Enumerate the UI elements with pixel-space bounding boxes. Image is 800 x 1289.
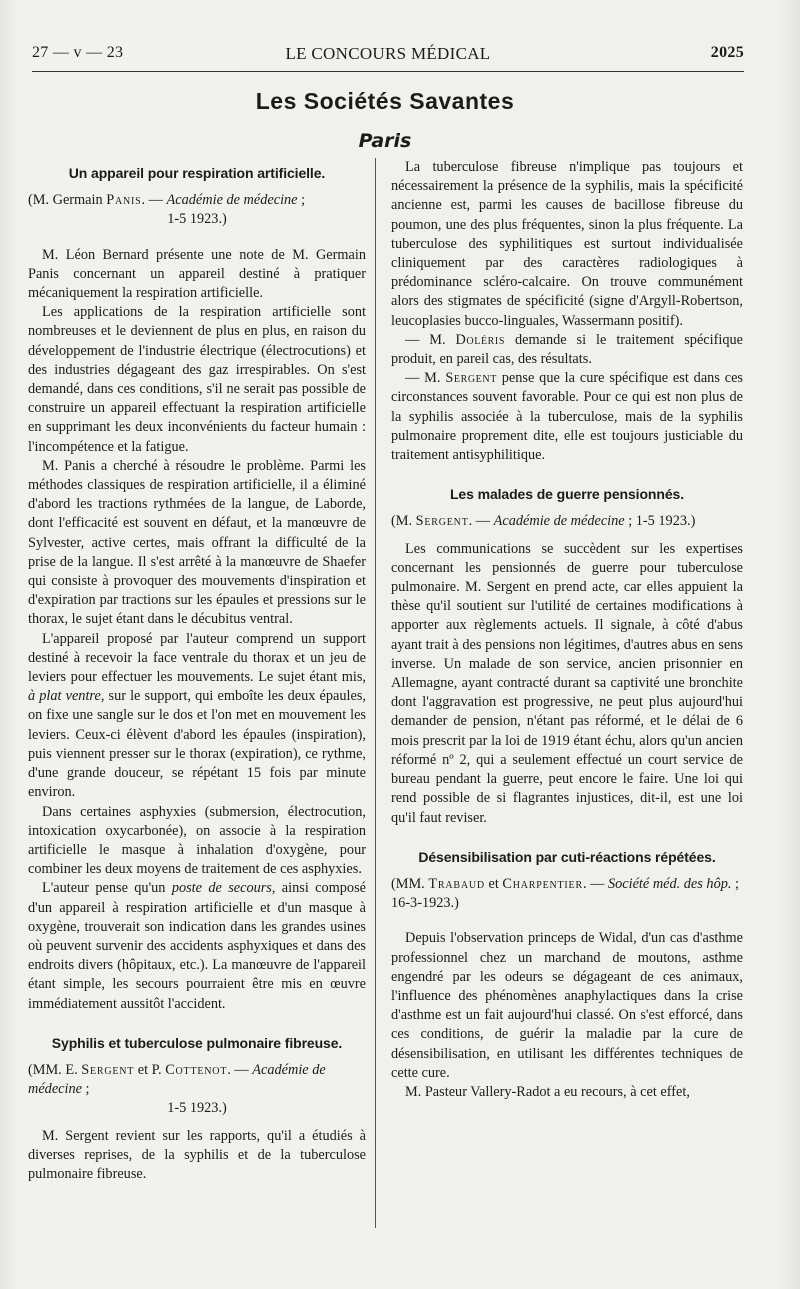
left-column — [28, 158, 366, 1184]
article-source-syphilis: (MM. E. Sergent et P. Cottenot. — Académie de médecine ; 1-5 1923.) — [28, 1061, 326, 1117]
page-number: 2025 — [710, 44, 744, 61]
journal-title: LE CONCOURS MÉDICAL — [285, 44, 491, 63]
paragraph: — M. Doléris demande si le traitement spécifique produit, en pareil cas, des résultats. — [391, 331, 743, 368]
article-source-pensionnes: (M. Sergent. — Académie de médecine ; 1-5 1923.) — [391, 513, 696, 530]
article-title-syphilis: Syphilis et tuberculose pulmonaire fibreuse. — [51, 1034, 343, 1051]
paragraph: M. Panis a cherché à résoudre le problème. Parmi les méthodes classiques de respiration artificielle, il a éliminé d'abord les tractions rythmées de la langue, de Laborde, dont l'efficacité est souvent en défaut, et la manœuvre de Sylvester, active certes, mais offrant la difficulté de la prise de la langue. Il s'est arrêté à la manœuvre de Shaefer qui consiste à provoquer des mouvements d'inspiration et d'expiration par tractions sur les épaules et pressions sur le thorax, le sujet étant dans le décubitus ventral. — [28, 457, 366, 628]
column-divider — [375, 158, 376, 1228]
issue-date: 27 — v — 23 — [32, 44, 124, 61]
paragraph: L'appareil proposé par l'auteur comprend un support destiné à recevoir la face ventrale du thorax et un jeu de leviers pour effectuer les mouvements. Le sujet étant mis, à plat ventre, sur le support, qui emboîte les deux épaules, on fixe une sangle sur le dos et l'on met en mouvement les leviers. Ceux-ci élèvent d'abord les épaules (inspiration), puis viennent presser sur le thorax (expiration), ce rythme, d'une grande douceur, se répétant 15 fois par minute environ. — [28, 630, 366, 801]
article-title-respiration: Un appareil pour respiration artificielle. — [68, 165, 326, 181]
article-title-desensibilisation: Désensibilisation par cuti-réactions répétées. — [418, 848, 716, 865]
paragraph: — M. Sergent pense que la cure spécifique est dans ces circonstances souvent favorable. Pour ce qui est non plus de la syphilis associée à la tuberculose, mais de la syphilis pulmonaire proprement dite, elle est toujours justiciable du traitement antisyphilitique. — [391, 370, 743, 464]
article-title-pensionnes: Les malades de guerre pensionnés. — [449, 486, 684, 503]
section-subtitle: Paris — [358, 130, 412, 152]
header-rule — [32, 71, 744, 72]
paragraph: Dans certaines asphyxies (submersion, électrocution, intoxication oxycarbonée), on associe à la respiration artificielle le masque à inhalation d'oxygène, pour combiner les deux moyens de traitement de ces asphyxies. — [28, 803, 366, 878]
paragraph: Les applications de la respiration artificielle sont nombreuses et le deviennent de plus en plus, en raison du développement de l'industrie électrique (électrocutions) et des industries dégageant des gaz irrespirables. On s'est demandé, dans ces conditions, s'il ne serait pas possible de construire un appareil effectuant la respiration artificielle en supprimant les deux inconvénients du facteur humain : l'incompétence et la fatigue. — [28, 304, 366, 455]
paragraph: Depuis l'observation princeps de Widal, d'un cas d'asthme professionnel chez un marchand de moutons, asthme engendré par les odeurs se dégageant de ces animaux, l'influence des phénomènes anaphylactiques dans la crise d'asthme est un fait aujourd'hui classé. On s'est efforcé, dans ces conditions, de guérir la maladie par la cure de désensibilisation, en utilisant les différentes techniques de cette cure. — [391, 930, 743, 1081]
paragraph: L'auteur pense qu'un poste de secours, ainsi composé d'un appareil à respiration artificielle et d'un masque à oxygène, trouverait son indication dans les grandes usines où peuvent survenir des accidents asphyxiques et dans des endroits divers (hôpitaux, etc.). La manœuvre de l'appareil étant simple, les secours pourraient être mis en œuvre immédiatement aussitôt l'accident. — [28, 880, 366, 1012]
paragraph: Les communications se succèdent sur les expertises concernant les pensionnés de guerre pour tuberculose pulmonaire. M. Sergent en prend acte, car elles appuient la thèse qu'il soutient sur l'utilité de certaines modifications à apporter aux règlements actuels. Il signale, à côté d'abus ayant trait à des pensions non légitimes, d'autres abus en sens inverse. Un malade de son service, ancien prisonnier en Allemagne, ayant contracté durant sa captivité une bronchite dont l'aggravation est progressive, ne peut plus aujourd'hui demander de pension, n'étant pas réformé, et le délai de 6 mois prescrit par la loi de 1919 étant échu, alors qu'un ancien réformé nº 2, qui a seulement effectué un court service de bureau pendant la guerre, peut encore le faire. Une loi qui rend possible de si flagrantes injustices, dit-il, est une loi qu'il faut reviser. — [391, 540, 743, 826]
source-date: 1-5 1923.) — [167, 211, 227, 228]
article-source-desensibilisation: (MM. Trabaud et Charpentier. — Société méd. des hôp. ; 16-3-1923.) — [391, 875, 739, 912]
paragraph: M. Léon Bernard présente une note de M. Germain Panis concernant un appareil destiné à pratiquer mécaniquement la respiration artificielle. — [28, 246, 366, 302]
paragraph: M. Sergent revient sur les rapports, qu'il a étudiés à diverses reprises, de la syphilis et de la tuberculose pulmonaire fibreuse. — [28, 1127, 366, 1182]
venue: Académie de médecine — [166, 192, 298, 209]
author-name: Panis — [106, 192, 142, 209]
right-column — [391, 158, 743, 1102]
running-head — [32, 44, 744, 68]
paragraph: La tuberculose fibreuse n'implique pas toujours et nécessairement la présence de la syphilis, mais la spécificité ancienne est, parmi les causes de bacillose fibreuse du poumon, une des plus fréquentes, sinon la plus fréquente. La tuberculose des syphilitiques est surtout individualisée cliniquement par des caractères radiologiques à prédominance scléro-calcaire. On trouve communément alors des stigmates de spécificité (signe d'Argyll-Robertson, leucoplasies bucco-linguales, Wassermann positif). — [391, 159, 743, 329]
section-title: Les Sociétés Savantes — [255, 88, 515, 114]
article-source-respiration: (M. Germain Panis. — Académie de médecine ; 1-5 1923.) — [28, 191, 366, 229]
paragraph: M. Pasteur Vallery-Radot a eu recours, à cet effet, — [405, 1083, 690, 1100]
